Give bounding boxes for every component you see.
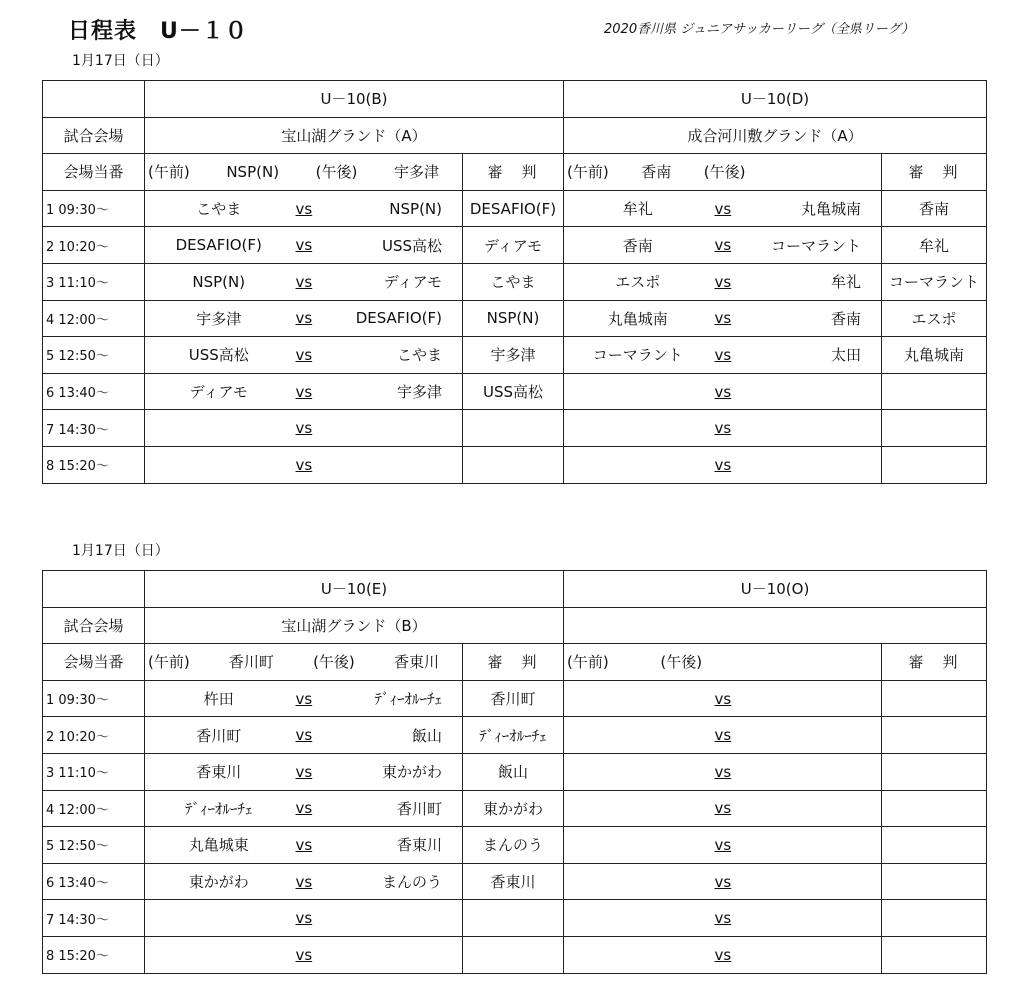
home-team: [564, 753, 712, 790]
vs-label: vs: [293, 227, 315, 264]
home-team: 香川町: [145, 717, 293, 754]
away-team: NSP(N): [315, 190, 463, 227]
referee-team: 東かがわ: [463, 790, 564, 827]
referee-team: 牟礼: [882, 227, 987, 264]
vs-label: vs: [293, 300, 315, 337]
vs-label: vs: [712, 936, 734, 973]
am-label: (午前): [567, 653, 609, 672]
match-row: [43, 190, 987, 227]
am-label: (午前): [148, 653, 190, 672]
away-team: こやま: [315, 337, 463, 374]
vs-label: vs: [293, 373, 315, 410]
away-team: 牟礼: [734, 263, 882, 300]
pm-label: (午後): [660, 653, 703, 672]
vs-label: vs: [712, 717, 734, 754]
away-team: 香東川: [315, 827, 463, 864]
home-team: [564, 410, 712, 447]
away-team: 飯山: [315, 717, 463, 754]
away-team: 東かがわ: [315, 753, 463, 790]
am-duty: NSP(N): [226, 162, 280, 181]
home-team: 牟礼: [564, 190, 712, 227]
vs-label: vs: [712, 863, 734, 900]
away-team: [315, 936, 463, 973]
section-date: 1月17日（日）: [72, 53, 169, 69]
referee-team: こやま: [463, 263, 564, 300]
home-team: 宇多津: [145, 300, 293, 337]
match-row: [43, 373, 987, 410]
vs-label: vs: [712, 827, 734, 864]
vs-label: vs: [293, 190, 315, 227]
time-slot: 4 12:00～: [43, 300, 145, 337]
home-team: こやま: [145, 190, 293, 227]
vs-label: vs: [712, 190, 734, 227]
section-date: 1月17日（日）: [72, 543, 169, 559]
match-row: [43, 300, 987, 337]
referee-team: 香川町: [463, 680, 564, 717]
referee-team: DESAFIO(F): [463, 190, 564, 227]
pm-duty: 宇多津: [393, 163, 439, 182]
referee-label: 審 判: [882, 644, 987, 681]
duty-cell: [564, 644, 882, 681]
home-team: 杵田: [145, 680, 293, 717]
referee-team: ﾃﾞｨｰｵﾙｰﾁｪ: [463, 717, 564, 754]
am-label: (午前): [148, 163, 190, 182]
referee-team: [882, 827, 987, 864]
home-team: 東かがわ: [145, 863, 293, 900]
home-team: USS高松: [145, 337, 293, 374]
away-team: 宇多津: [315, 373, 463, 410]
away-team: コーマラント: [734, 227, 882, 264]
referee-team: [882, 446, 987, 483]
away-team: 香川町: [315, 790, 463, 827]
match-row: [43, 790, 987, 827]
referee-team: [882, 900, 987, 937]
time-slot: 5 12:50～: [43, 827, 145, 864]
away-team: [734, 680, 882, 717]
referee-team: エスポ: [882, 300, 987, 337]
match-row: [43, 900, 987, 937]
match-row: [43, 936, 987, 973]
venue-name: 成合河川敷グランド（A）: [564, 117, 987, 154]
time-slot: 1 09:30～: [43, 190, 145, 227]
am-label: (午前): [567, 163, 609, 182]
referee-label: 審 判: [463, 154, 564, 191]
time-slot: 8 15:20～: [43, 446, 145, 483]
time-slot: 7 14:30～: [43, 900, 145, 937]
away-team: [734, 717, 882, 754]
referee-team: ディアモ: [463, 227, 564, 264]
referee-team: [882, 790, 987, 827]
home-team: [145, 410, 293, 447]
vs-label: vs: [712, 753, 734, 790]
referee-team: [463, 446, 564, 483]
away-team: ﾃﾞｨｰｵﾙｰﾁｪ: [315, 680, 463, 717]
away-team: [315, 900, 463, 937]
time-slot: 3 11:10～: [43, 753, 145, 790]
match-row: [43, 446, 987, 483]
away-team: [734, 373, 882, 410]
home-team: [564, 863, 712, 900]
home-team: 香東川: [145, 753, 293, 790]
match-row: [43, 263, 987, 300]
home-team: [564, 790, 712, 827]
vs-label: vs: [293, 680, 315, 717]
home-team: NSP(N): [145, 263, 293, 300]
time-slot: 7 14:30～: [43, 410, 145, 447]
schedule-table: [42, 80, 987, 484]
time-slot: 6 13:40～: [43, 863, 145, 900]
home-team: DESAFIO(F): [145, 227, 293, 264]
away-team: [734, 900, 882, 937]
vs-label: vs: [293, 936, 315, 973]
home-team: [564, 717, 712, 754]
time-slot: 5 12:50～: [43, 337, 145, 374]
venue-row: [43, 117, 987, 154]
home-team: エスポ: [564, 263, 712, 300]
match-row: [43, 827, 987, 864]
home-team: コーマラント: [564, 337, 712, 374]
venue-name: 宝山湖グランド（A）: [145, 117, 564, 154]
away-team: 太田: [734, 337, 882, 374]
vs-label: vs: [712, 900, 734, 937]
away-team: 香南: [734, 300, 882, 337]
referee-team: [882, 717, 987, 754]
referee-team: まんのう: [463, 827, 564, 864]
referee-team: [463, 900, 564, 937]
away-team: [734, 446, 882, 483]
vs-label: vs: [293, 717, 315, 754]
duty-cell: [145, 154, 463, 191]
match-row: [43, 753, 987, 790]
vs-label: vs: [293, 790, 315, 827]
am-duty: 香川町: [228, 653, 274, 672]
duty-row: [43, 154, 987, 191]
match-row: [43, 717, 987, 754]
vs-label: vs: [293, 410, 315, 447]
venue-name: [564, 607, 987, 644]
group-name: U－10(E): [145, 571, 564, 608]
vs-label: vs: [293, 263, 315, 300]
away-team: [734, 410, 882, 447]
time-slot: 1 09:30～: [43, 680, 145, 717]
duty-row: [43, 644, 987, 681]
referee-label: 審 判: [882, 154, 987, 191]
duty-cell: [564, 154, 882, 191]
referee-team: 丸亀城南: [882, 337, 987, 374]
venue-label: 試合会場: [43, 117, 145, 154]
vs-label: vs: [712, 300, 734, 337]
away-team: [734, 827, 882, 864]
vs-label: vs: [712, 790, 734, 827]
match-row: [43, 410, 987, 447]
vs-label: vs: [293, 337, 315, 374]
slot-label: 会場当番: [43, 644, 145, 681]
time-slot: 3 11:10～: [43, 263, 145, 300]
referee-team: [882, 410, 987, 447]
home-team: ディアモ: [145, 373, 293, 410]
referee-team: [882, 936, 987, 973]
home-team: [564, 373, 712, 410]
referee-team: [463, 410, 564, 447]
am-duty: 香南: [641, 163, 672, 182]
away-team: [315, 446, 463, 483]
venue-name: 宝山湖グランド（B）: [145, 607, 564, 644]
home-team: [564, 446, 712, 483]
venue-row: [43, 607, 987, 644]
time-slot: 8 15:20～: [43, 936, 145, 973]
away-team: [734, 936, 882, 973]
group-name: U－10(D): [564, 81, 987, 118]
vs-label: vs: [712, 263, 734, 300]
match-row: [43, 863, 987, 900]
slot-label: 会場当番: [43, 154, 145, 191]
away-team: 丸亀城南: [734, 190, 882, 227]
pm-label: (午後): [703, 163, 746, 182]
referee-team: 香南: [882, 190, 987, 227]
referee-team: [882, 373, 987, 410]
home-team: [564, 680, 712, 717]
home-team: [564, 936, 712, 973]
group-name: U－10(B): [145, 81, 564, 118]
match-row: [43, 227, 987, 264]
referee-team: 飯山: [463, 753, 564, 790]
vs-label: vs: [293, 900, 315, 937]
group-header-row: [43, 81, 987, 118]
away-team: ディアモ: [315, 263, 463, 300]
referee-team: [463, 936, 564, 973]
match-row: [43, 337, 987, 374]
vs-label: vs: [712, 410, 734, 447]
away-team: DESAFIO(F): [315, 300, 463, 337]
vs-label: vs: [712, 227, 734, 264]
page-title: 日程表 U－１０: [68, 19, 248, 44]
away-team: [734, 863, 882, 900]
group-header-row: [43, 571, 987, 608]
home-team: [145, 936, 293, 973]
vs-label: vs: [293, 863, 315, 900]
referee-team: 宇多津: [463, 337, 564, 374]
away-team: USS高松: [315, 227, 463, 264]
referee-team: NSP(N): [463, 300, 564, 337]
match-row: [43, 680, 987, 717]
referee-team: [882, 753, 987, 790]
pm-label: (午後): [315, 163, 358, 182]
vs-label: vs: [712, 337, 734, 374]
away-team: [315, 410, 463, 447]
away-team: [734, 753, 882, 790]
home-team: [564, 900, 712, 937]
duty-cell: [145, 644, 463, 681]
vs-label: vs: [293, 446, 315, 483]
home-team: ﾃﾞｨｰｵﾙｰﾁｪ: [145, 790, 293, 827]
time-slot: 6 13:40～: [43, 373, 145, 410]
home-team: 丸亀城南: [564, 300, 712, 337]
referee-team: [882, 680, 987, 717]
referee-label: 審 判: [463, 644, 564, 681]
group-name: U－10(O): [564, 571, 987, 608]
home-team: [145, 446, 293, 483]
schedule-table: [42, 570, 987, 974]
home-team: [145, 900, 293, 937]
vs-label: vs: [712, 373, 734, 410]
referee-team: USS高松: [463, 373, 564, 410]
vs-label: vs: [712, 446, 734, 483]
time-slot: 2 10:20～: [43, 227, 145, 264]
referee-team: コーマラント: [882, 263, 987, 300]
vs-label: vs: [712, 680, 734, 717]
away-team: まんのう: [315, 863, 463, 900]
vs-label: vs: [293, 827, 315, 864]
home-team: 丸亀城東: [145, 827, 293, 864]
league-name: 2020香川県 ジュニアサッカーリーグ（全県リーグ）: [604, 22, 915, 37]
pm-label: (午後): [313, 653, 355, 672]
pm-duty: 香東川: [393, 653, 439, 672]
away-team: [734, 790, 882, 827]
home-team: [564, 827, 712, 864]
time-slot: 4 12:00～: [43, 790, 145, 827]
venue-label: 試合会場: [43, 607, 145, 644]
time-slot: 2 10:20～: [43, 717, 145, 754]
vs-label: vs: [293, 753, 315, 790]
referee-team: 香東川: [463, 863, 564, 900]
referee-team: [882, 863, 987, 900]
home-team: 香南: [564, 227, 712, 264]
